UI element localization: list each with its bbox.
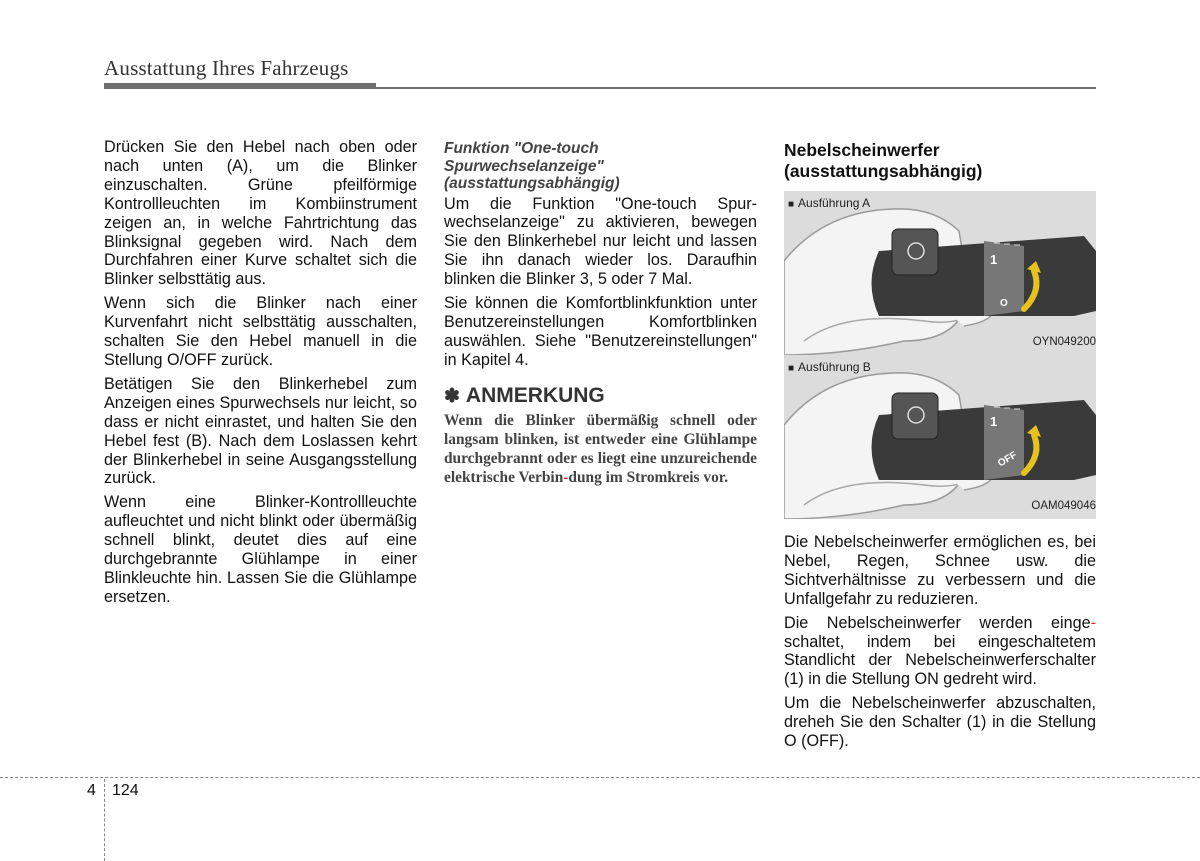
paragraph: Drücken Sie den Hebel nach oben oder nach unten (A), um die Blinker einzuschalten. Grüne pfeilförmige Kontrollleuchten im Kombiinstrument zeigen an, in welche Fahrtrichtung das Blinksignal gegeben wird. Nach dem Durchfahren einer Kurve schaltet sich die Blinker selbsttätig aus. — [104, 138, 417, 289]
hyphen-mark: - — [563, 468, 569, 486]
figure-label-text: Ausführung B — [798, 360, 871, 374]
note-text — [444, 411, 757, 487]
square-bullet-icon: ■ — [788, 363, 795, 374]
subheading-line: Funktion "One-touch — [444, 140, 599, 157]
figure-label — [788, 194, 870, 215]
figure-label-text: Ausführung A — [798, 196, 871, 210]
figure-code: OYN049200 — [1032, 336, 1096, 349]
paragraph: Um die Funktion "One-touch Spur-wechselanzeige" zu aktivieren, bewegen Sie den Blinkerhebel nur leicht und lassen Sie ihn danach wieder los. Daraufhin blinken die Blinker 3, 5 oder 7 Mal. — [444, 194, 757, 289]
paragraph-text: Die Nebelscheinwerfer werden einge — [784, 613, 1091, 632]
paragraph-text: schaltet, indem bei eingeschaltetem Standlicht der Nebelscheinwerferschalter (1) in die Stellung ON gedreht wird. — [784, 632, 1096, 689]
figure-version-a — [784, 191, 1096, 355]
page-number: 124 — [112, 782, 139, 799]
subheading-line: Spurwechselanzeige" — [444, 157, 604, 175]
note-text-main: Wenn die Blinker übermäßig schnell oder langsam blinken, ist entweder eine Glühlampe durchgebrannt oder es liegt eine unzureichende elektrische Verbin — [444, 411, 757, 486]
column-right — [784, 140, 1096, 756]
note-text-end: dung im Stromkreis vor. — [568, 468, 729, 486]
figure-version-b — [784, 355, 1096, 519]
paragraph: Sie können die Komfortblinkfunktion unter Benutzereinstellungen Komfortblinken auswählen. Siehe "Benutzereinstellungen" in Kapitel 4. — [444, 294, 757, 369]
subheading-line: (ausstattungsabhängig) — [444, 175, 620, 192]
footer-dashed-rule — [0, 777, 1200, 778]
paragraph: Die Nebelscheinwerfer ermöglichen es, bei Nebel, Regen, Schnee usw. die Sichtverhältnisse zu verbessern und die Unfallgefahr zu reduzieren. — [784, 533, 1096, 608]
fog-light-switch-illustration — [784, 191, 1096, 355]
fog-light-switch-illustration — [784, 355, 1096, 519]
heading-line: Nebelscheinwerfer — [784, 140, 940, 160]
hyphen-mark: - — [1090, 613, 1096, 632]
square-bullet-icon: ■ — [788, 199, 795, 210]
figure-code: OAM049046 — [1031, 500, 1096, 513]
paragraph: Um die Nebelscheinwerfer abzuschalten, dreheh Sie den Schalter (1) in die Stellung O (OFF). — [784, 694, 1096, 751]
switch-position-number: 1 — [990, 414, 998, 429]
fog-light-body — [784, 533, 1096, 751]
column-left — [104, 138, 417, 612]
section-heading-fog-lights — [784, 140, 1096, 182]
note-heading-label: ANMERKUNG — [465, 383, 605, 407]
switch-position-off: O — [1000, 298, 1008, 309]
figure-label — [788, 358, 871, 379]
running-header: Ausstattung Ihres Fahrzeugs — [104, 56, 349, 80]
note-star-icon: ✽ — [444, 385, 460, 407]
paragraph — [784, 614, 1096, 690]
heading-line: (ausstattungsabhängig) — [784, 161, 983, 181]
column-middle — [444, 140, 757, 492]
paragraph: Wenn sich die Blinker nach einer Kurvenfahrt nicht selbsttätig ausschalten, schalten Sie den Hebel manuell in die Stellung O/OFF zurück. — [104, 294, 417, 369]
chapter-number: 4 — [87, 782, 96, 799]
header-rule-thin — [376, 87, 1096, 89]
switch-position-off: OFF — [996, 449, 1019, 470]
paragraph: Wenn eine Blinker-Kontrollleuchte aufleuchtet und nicht blinkt oder übermäßig schnell blinkt, deutet dies auf eine durchgebrannte Glühlampe in einer Blinkleuchte hin. Lassen Sie die Glühlampe ersetzen. — [104, 493, 417, 606]
paragraph: Betätigen Sie den Blinkerhebel zum Anzeigen eines Spurwechsels nur leicht, so dass er nicht einrastet, und halten Sie den Hebel fest (B). Nach dem Loslassen kehrt der Blinkerhebel in seine Ausgangsstellung zurück. — [104, 374, 417, 488]
switch-position-number: 1 — [990, 252, 998, 267]
header-rule-thick — [104, 83, 376, 89]
footer-vertical-rule — [104, 779, 105, 861]
note-heading — [444, 384, 757, 409]
subheading-one-touch — [444, 140, 757, 193]
